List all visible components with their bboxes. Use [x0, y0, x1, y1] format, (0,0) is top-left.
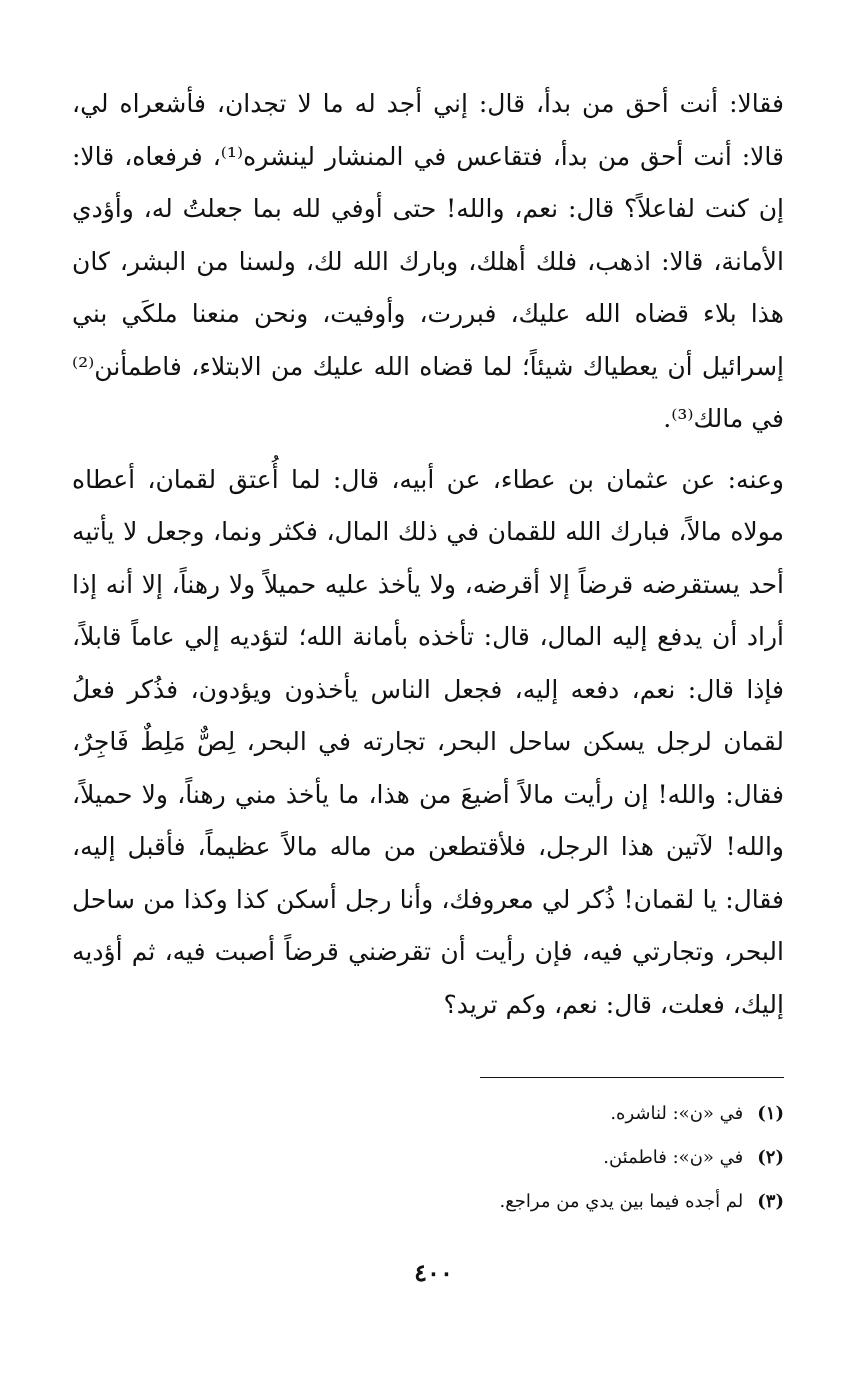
footnote-number: (٣) — [757, 1191, 784, 1212]
paragraph-2: وعنه: عن عثمان بن عطاء، عن أبيه، قال: لما أُعتق لقمان، أعطاه مولاه مالاً، فبارك الله للقمان في ذلك المال، فكثر ونما، وجعل لا يأتيه أحد يستقرضه قرضاً إلا أقرضه، ولا يأخذ عليه حميلاً ولا رهناً، إلا أنه إذا أراد أن يدفع إليه المال، قال: تأخذه بأمانة الله؛ لتؤديه إلي عاماً قابلاً، فإذا قال: نعم، دفعه إليه، فجعل الناس يأخذون ويؤدون، فذُكر فعلُ لقمان لرجل يسكن ساحل البحر، تجارته في البحر، لِصٌّ مَلِطٌ فَاجِرٌ، فقال: والله! إن رأيت مالاً أضيعَ من هذا، ما يأخذ مني رهناً، ولا حميلاً، والله! لآتين هذا الرجل، فلأقتطعن من ماله مالاً عظيماً، فأقبل إليه، فقال: يا لقمان! ذُكر لي معروفك، وأنا رجل أسكن كذا وكذا من ساحل البحر، وتجارتي فيه، فإن رأيت أن تقرضني قرضاً أصبت فيه، ثم أؤديه إليك، فعلت، قال: نعم، وكم تريد؟ — [72, 464, 784, 1019]
footnotes — [72, 1092, 784, 1224]
footnote-2 — [72, 1136, 784, 1180]
footnote-1 — [72, 1092, 784, 1136]
footnote-3 — [72, 1180, 784, 1224]
page-number: ٤٠٠ — [414, 1258, 453, 1287]
footnote-text: لم أجده فيما بين يدي من مراجع. — [499, 1191, 744, 1212]
paragraph-1: فقالا: أنت أحق من بدأ، قال: إني أجد له ما لا تجدان، فأشعراه لي، قالا: أنت أحق من بدأ، فتقاعس في المنشار لينشره⁽¹⁾، فرفعاه، قالا: إن كنت لفاعلاً؟ قال: نعم، والله! حتى أوفي لله بما جعلتُ له، وأؤدي الأمانة، قالا: اذهب، فلك أهلك، وبارك الله لك، ولسنا من البشر، كان هذا بلاء قضاه الله عليك، فبررت، وأوفيت، ونحن منعنا ملكَي بني إسرائيل أن يعطياك شيئاً؛ لما قضاه الله عليك من الابتلاء، فاطمأنن⁽²⁾ في مالك⁽³⁾. — [72, 89, 784, 433]
footnote-text: في «ن»: فاطمئن. — [603, 1147, 744, 1168]
footnote-number: (١) — [757, 1103, 784, 1124]
main-text — [72, 78, 784, 1031]
footnote-text: في «ن»: لناشره. — [610, 1103, 744, 1124]
footnote-divider — [480, 1077, 784, 1078]
footnote-number: (٢) — [757, 1147, 784, 1168]
